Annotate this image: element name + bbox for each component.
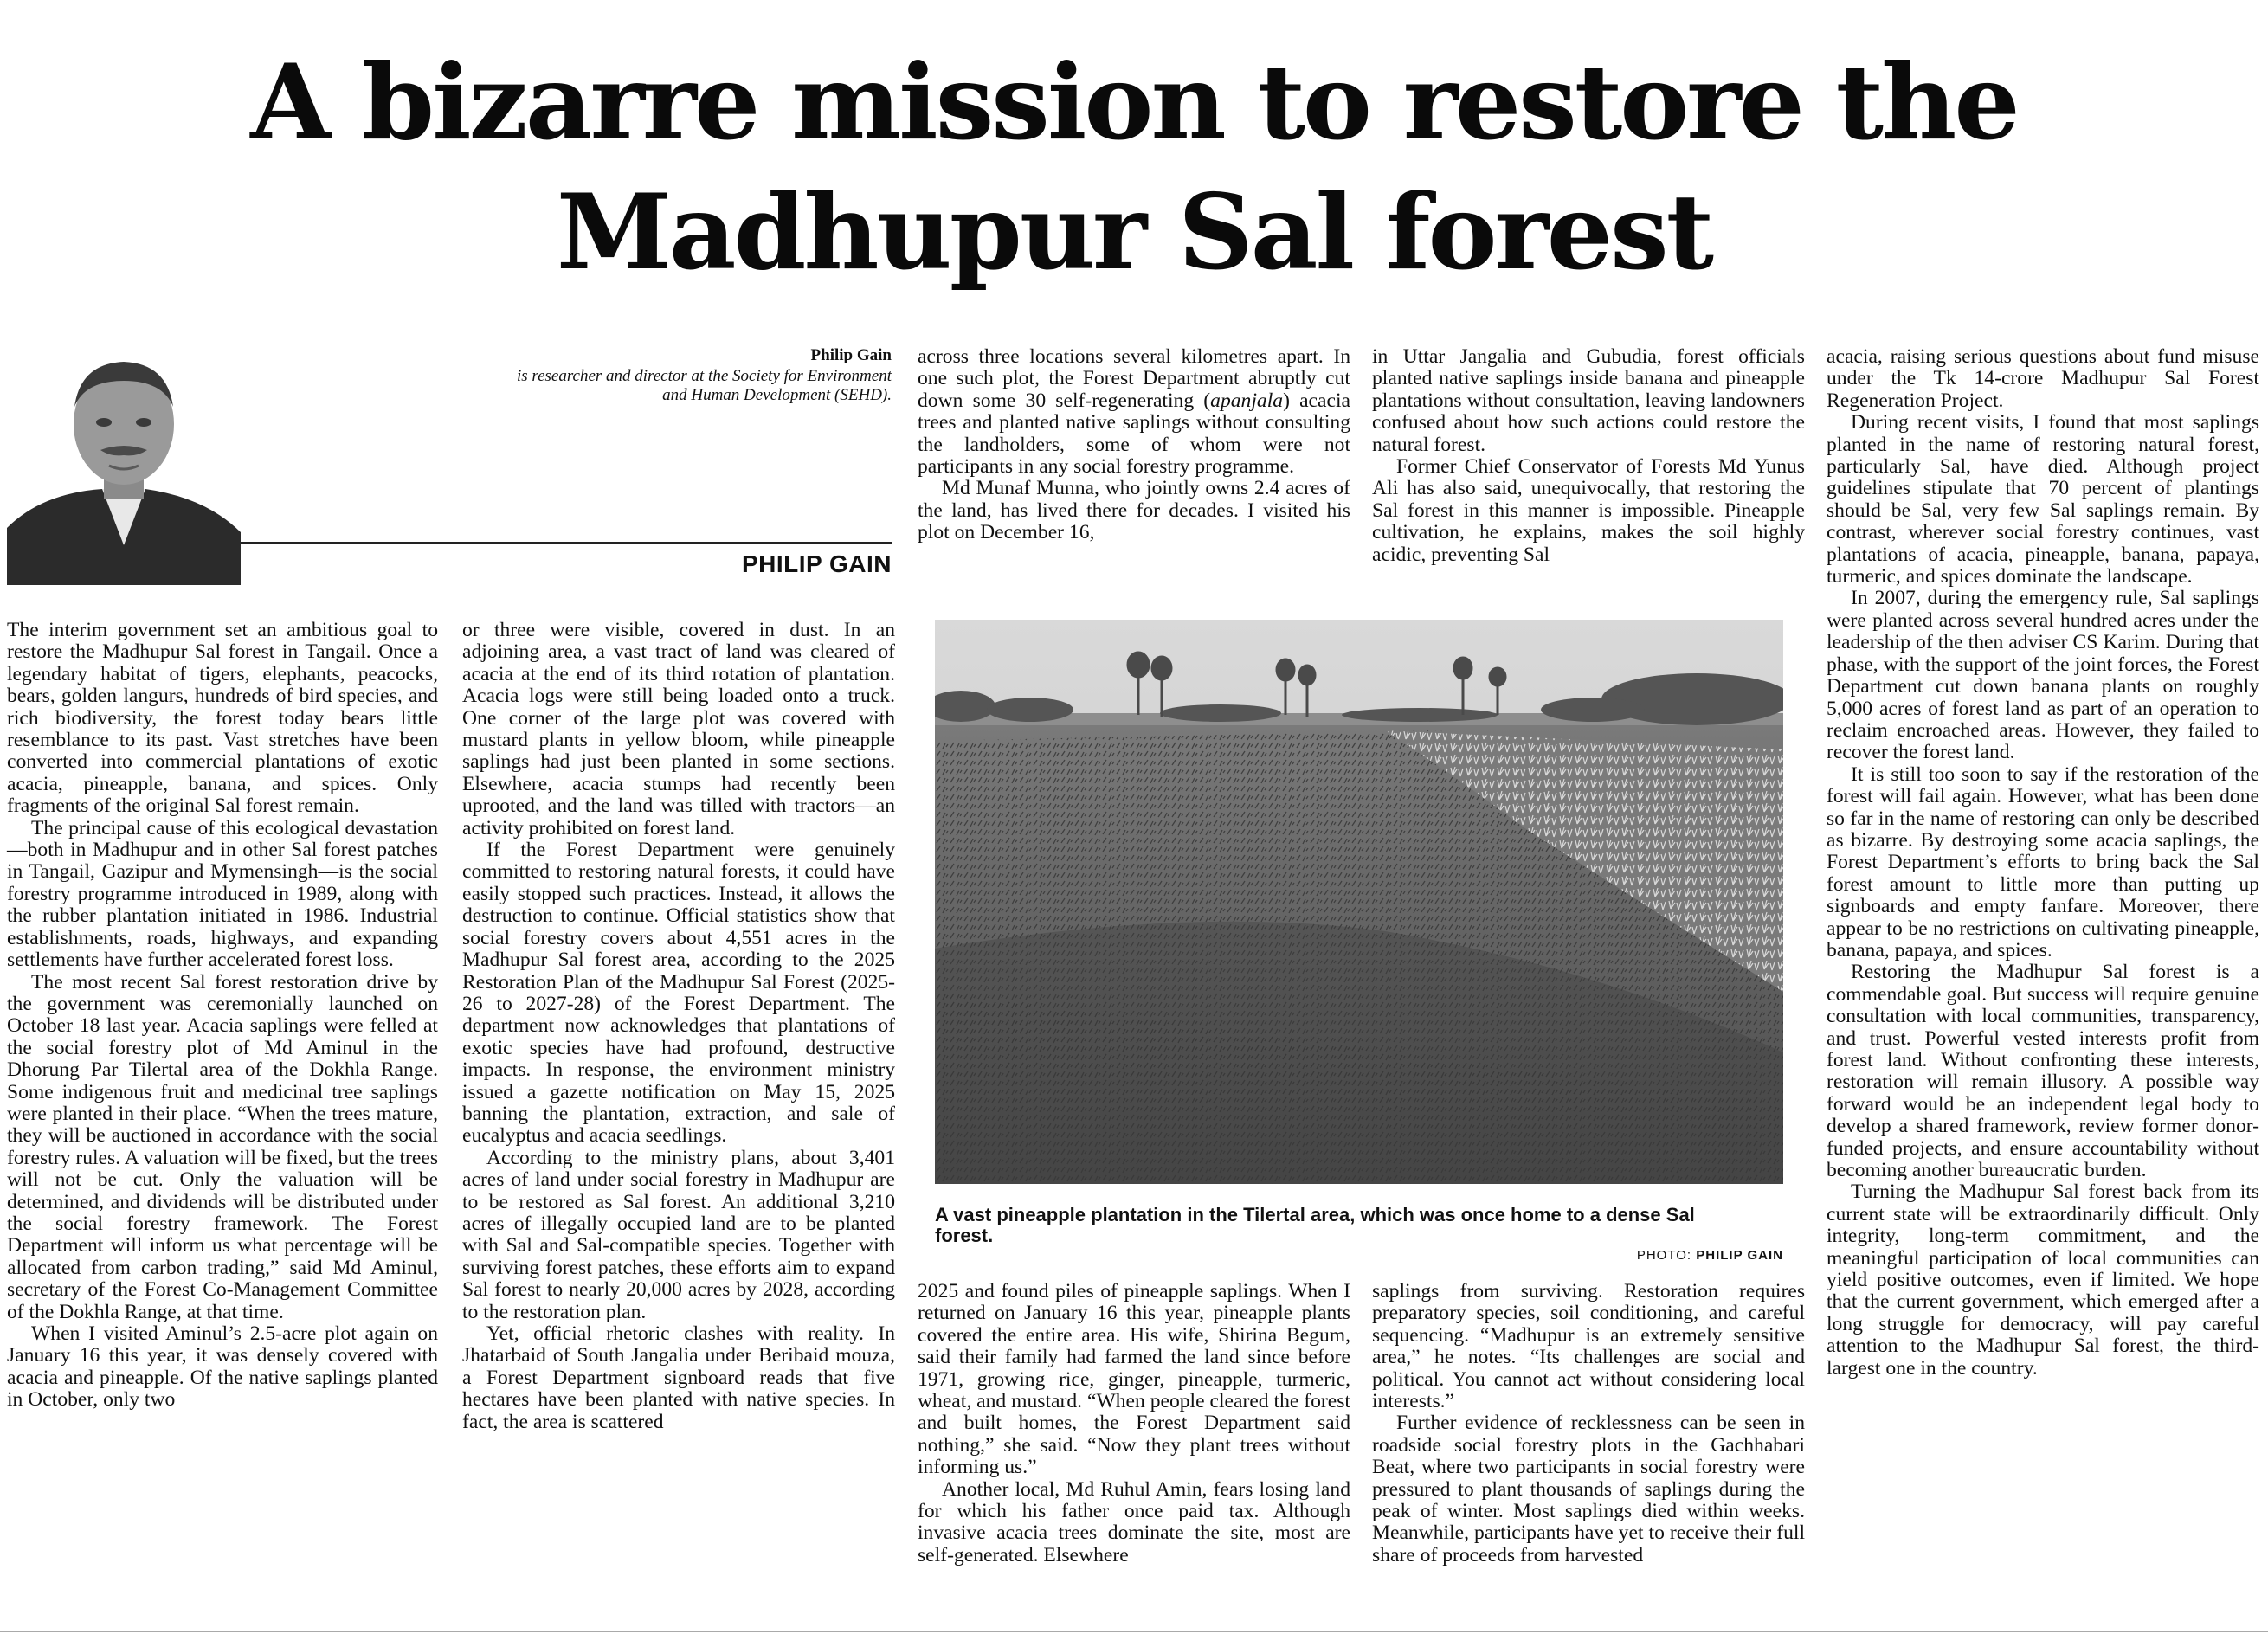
paragraph: Another local, Md Ruhul Amin, fears losing land for which his father once paid tax. Although invasive acacia trees dominate the site, most are self-generated. Elsewhere [918, 1477, 1350, 1566]
byline-rule [241, 542, 892, 544]
paragraph: It is still too soon to say if the restoration of the forest will fail again. However, what has been done so far in the name of restoring can only be described as bizarre. By destroying some acacia saplings, the Forest Department’s efforts to bring back the Sal forest amount to little more than putting up signboards and empty fanfare. Moreover, there appear to be no restrictions on cultivating pineapple, banana, papaya, and spices. [1827, 762, 2259, 962]
author-name-small: Philip Gain [810, 346, 892, 364]
paragraph: Turning the Madhupur Sal forest back from its current state will be extraordinarily difficult. Only integrity, long-term commitment, and the meaningful participation of local communities can yield positive outcomes, even if limited. We hope that the current government, which emerged after a long struggle for democracy, will pay careful attention to the Madhupur Sal forest, the third-largest one in the country. [1827, 1180, 2259, 1380]
paragraph: When I visited Aminul’s 2.5-acre plot again on January 16 this year, it was densely covered with acacia and pineapple. Of the native saplings planted in October, only two [7, 1322, 438, 1412]
paragraph: Further evidence of recklessness can be seen in roadside social forestry plots in the Gachhabari Beat, where two participants in social forestry were pressured to plant thousands of saplings during the peak of winter. Most saplings died within weeks. Meanwhile, participants have yet to receive their full share of proceeds from harvested [1372, 1412, 1805, 1566]
paragraph: 2025 and found piles of pineapple saplings. When I returned on January 16 this year, pineapple plants covered the entire area. His wife, Shirina Begum, said their family had farmed the land since before 1971, growing rice, ginger, pineapple, turmeric, wheat, and mustard. “When people cleared the forest and built homes, the Forest Department said nothing,” she said. “Now they plant trees without informing us.” [918, 1280, 1350, 1479]
paragraph: The most recent Sal forest restoration drive by the government was ceremonially launched on October 18 last year. Acacia saplings were felled at the social forestry plot of Md Aminul in the Dhorung Par Tilertal area of the Dokhla Range. Some indigenous fruit and medicinal tree saplings were planted in their place. “When the trees mature, they will be auctioned in accordance with the social forestry rules. A valuation will be fixed, but the trees will not be cut. Only the valuation will be determined, and dividends will be distributed under the social forestry framework. The Forest Department will inform us what percentage will be allocated from carbon trading,” said Md Aminul, secretary of the Forest Co-Management Committee of the Dokhla Range, at that time. [7, 970, 438, 1323]
article-photo [935, 620, 1783, 1184]
paragraph-text: ) acacia trees and planted native saplings without consulting the landholders, some of whom were not participants in any social forestry programme. [918, 389, 1350, 479]
author-name-big: PHILIP GAIN [741, 550, 892, 577]
bottom-rule [0, 1631, 2268, 1632]
column-3-top [918, 346, 1350, 544]
paragraph: If the Forest Department were genuinely committed to restoring natural forests, it could have easily stopped such practices. Instead, it allows the destruction to continue. Official statistics show that social forestry covers about 4,551 acres in the Madhupur Sal forest area, according to the 2025 Restoration Plan of the Madhupur Sal Forest (2025-26 to 2027-28) of the Forest Department. The department now acknowledges that plantations of exotic species have had profound, destructive impacts. In response, the environment ministry issued a gazette notification on May 15, 2025 banning the plantation, extraction, and sale of eucalyptus and acacia seedlings. [462, 839, 895, 1148]
paragraph: During recent visits, I found that most saplings planted in the name of restoring natural forest, particularly Sal, have died. Although project guidelines stipulate that 70 percent of plantings should be Sal, very few Sal saplings remain. By contrast, wherever social forestry continues, vast plantations of acacia, pineapple, banana, papaya, turmeric, and spices dominate the landscape. [1827, 411, 2259, 589]
headline [0, 38, 2268, 298]
paragraph: Former Chief Conservator of Forests Md Yunus Ali has also said, unequivocally, that restoring the Sal forest in this manner is impossible. Pineapple cultivation, he explains, makes the soil highly acidic, preventing Sal [1372, 455, 1805, 566]
emphasis-text: apanjala [1210, 389, 1284, 412]
column-5 [1827, 346, 2259, 1380]
author-portrait [7, 346, 241, 585]
paragraph: or three were visible, covered in dust. In an adjoining area, a vast tract of land was cleared of acacia at the end of its third rotation of plantation. Acacia logs were still being loaded onto a truck. One corner of the large plot was covered with mustard plants in yellow bloom, while pineapple saplings had just been planted in some sections. Elsewhere, acacia stumps had recently been uprooted, and the land was tilled with tractors—an activity prohibited on forest land. [462, 619, 895, 840]
author-bio-line-1: is researcher and director at the Society for Environment [516, 367, 892, 385]
byline [7, 346, 892, 585]
paragraph: acacia, raising serious questions about fund misuse under the Tk 14-crore Madhupur Sal Forest Regeneration Project. [1827, 345, 2259, 412]
author-bio-line-2: and Human Development (SEHD). [662, 386, 892, 404]
photo-caption [935, 1205, 1783, 1246]
column-2 [462, 620, 895, 1433]
photo-caption-line-2: forest. [935, 1225, 994, 1246]
photo-credit-label: PHOTO: [1636, 1248, 1692, 1263]
paragraph: According to the ministry plans, about 3,401 acres of land under social forestry in Madhupur are to be restored as Sal forest. An additional 3,210 acres of illegally occupied land are to be planted with Sal and Sal-compatible species. Together with surviving forest patches, these efforts aim to expand Sal forest to nearly 20,000 acres by 2028, according to the restoration plan. [462, 1146, 895, 1323]
photo-credit-name: PHILIP GAIN [1696, 1248, 1783, 1263]
photo-caption-line-1: A vast pineapple plantation in the Tilertal area, which was once home to a dense Sal [935, 1204, 1695, 1226]
paragraph: Md Munaf Munna, who jointly owns 2.4 acres of the land, has lived there for decades. I visited his plot on December 16, [918, 477, 1350, 544]
paragraph: saplings from surviving. Restoration requires preparatory species, soil conditioning, and careful sequencing. “Madhupur is an extremely sensitive area,” he notes. “Its challenges are social and political. You cannot act without considering local interests.” [1372, 1280, 1805, 1413]
headline-line-2: Madhupur Sal forest [556, 171, 1712, 293]
paragraph: The principal cause of this ecological devastation—both in Madhupur and in other Sal forest patches in Tangail, Gazipur and Mymensingh—is the social forestry programme introduced in 1989, along with the rubber plantation initiated in 1986. Industrial establishments, roads, highways, and expanding settlements have further accelerated forest loss. [7, 816, 438, 972]
pineapple-plantation-photo [935, 620, 1783, 1184]
column-3-bottom [918, 1281, 1350, 1566]
author-portrait-image [7, 346, 241, 585]
column-4-top [1372, 346, 1805, 566]
headline-line-1: A bizarre mission to restore the [250, 42, 2018, 164]
paragraph: The interim government set an ambitious goal to restore the Madhupur Sal forest in Tangail. Once a legendary habitat of tigers, elephants, peacocks, bears, golden langurs, hundreds of bird species, and rich biodiversity, the forest today bears little resemblance to its past. Vast stretches have been converted into commercial plantations of exotic acacia, pineapple, banana, and spices. Only fragments of the original Sal forest remain. [7, 619, 438, 818]
paragraph: Restoring the Madhupur Sal forest is a commendable goal. But success will require genuine consultation with local communities, transparency, and trust. Powerful vested interests profit from forest land. Without confronting these interests, restoration will remain illusory. A possible way forward would be an independent legal body to develop a shared framework, review former donor-funded projects, and ensure accountability without becoming another bureaucratic burden. [1827, 961, 2259, 1182]
column-1 [7, 620, 438, 1412]
column-4-bottom [1372, 1281, 1805, 1566]
photo-credit [1541, 1248, 1783, 1263]
paragraph-text: across three locations several kilometres apart. In one such plot, the Forest Department abruptly cut down some 30 self-regenerating ( [918, 345, 1350, 412]
author-bio [372, 367, 892, 405]
paragraph: In 2007, during the emergency rule, Sal saplings were planted across several hundred acres under the leadership of the then adviser CS Karim. During that phase, with the support of the joint forces, the Forest Department cut down banana plants on roughly 5,000 acres of forest land as part of an operation to reclaim encroached areas. However, they failed to recover the forest land. [1827, 587, 2259, 764]
paragraph: Yet, official rhetoric clashes with reality. In Jhatarbaid of South Jangalia under Beribaid mouza, a Forest Department signboard reads that five hectares have been planted with native species. In fact, the area is scattered [462, 1322, 895, 1433]
paragraph: in Uttar Jangalia and Gubudia, forest officials planted native saplings inside banana and pineapple plantations without consultation, leaving landowners confused about how such actions could restore the natural forest. [1372, 345, 1805, 456]
paragraph [918, 346, 1350, 478]
